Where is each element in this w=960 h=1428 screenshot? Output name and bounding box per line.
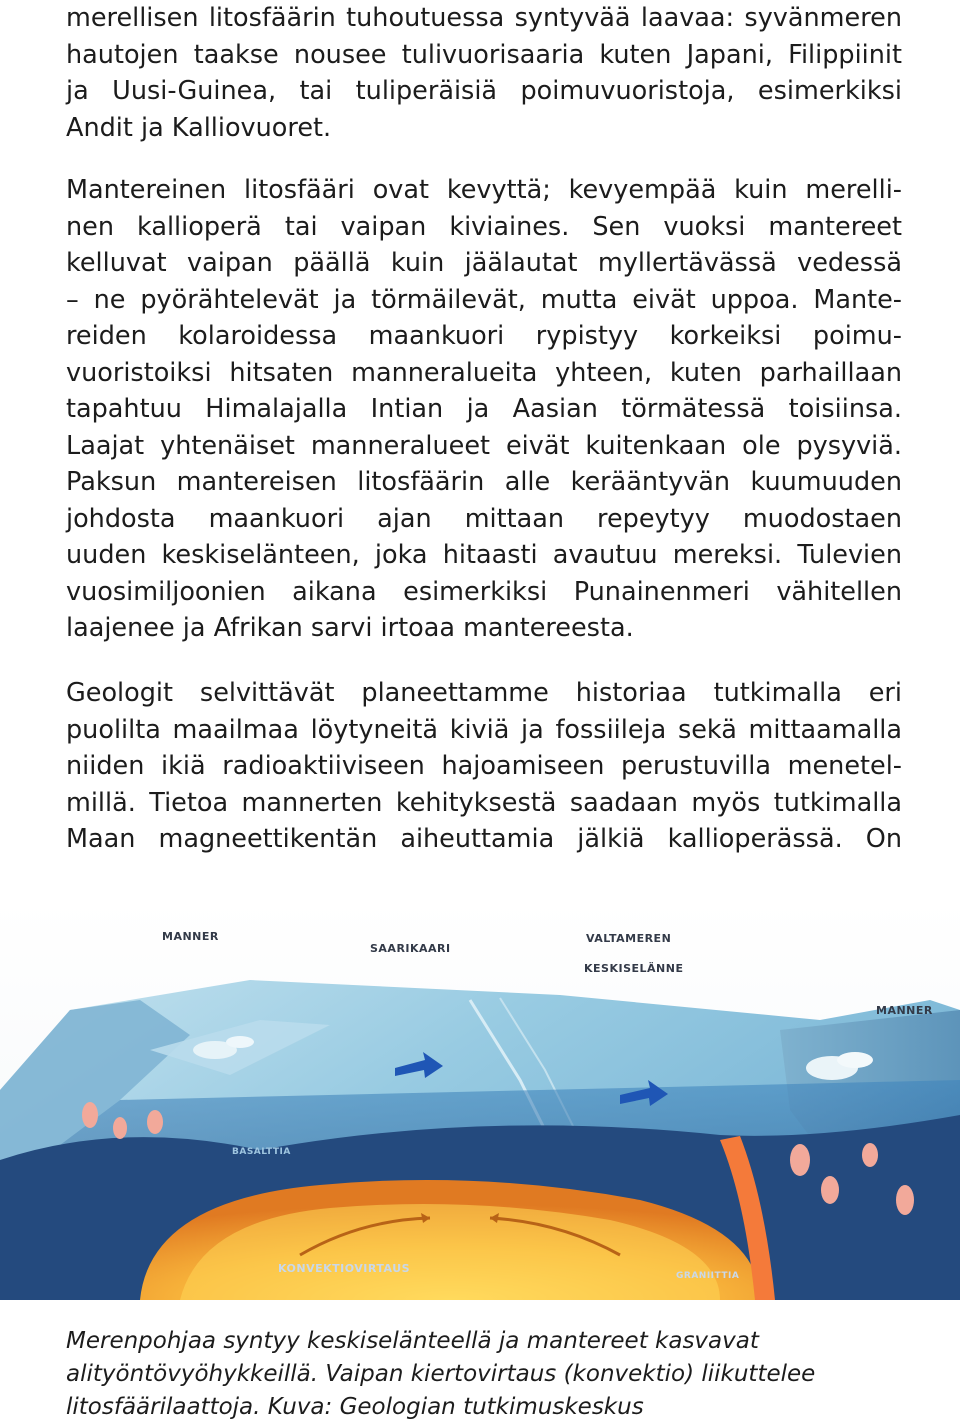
plate-tectonics-diagram [0,900,960,1300]
text-line: tapahtuu Himalajalla Intian ja Aasian törmätessä toisiinsa. [66,394,902,424]
text-line: merellisen litosfäärin tuhoutuessa syntyvää laavaa: syvänmeren [66,3,902,33]
text-line: Geologit selvittävät planeettamme historiaa tutkimalla eri [66,678,902,708]
label-convection: KONVEKTIOVIRTAUS [278,1262,411,1275]
text-line: ja Uusi-Guinea, tai tuliperäisiä poimuvuoristoja, esimerkiksi [66,76,902,106]
text-line: millä. Tietoa mannerten kehityksestä saadaan myös tutkimalla [66,787,902,818]
granite-blob [821,1176,839,1204]
granite-blob [790,1144,810,1176]
volcano-cloud [226,1036,254,1048]
granite-blob [147,1110,163,1134]
text-line: Andit ja Kalliovuoret. [66,112,332,143]
text-line: laajenee ja Afrikan sarvi irtoaa mantereesta. [66,613,634,643]
text-line: niiden ikiä radioaktiiviseen hajoamiseen perustuvilla menetel- [66,751,902,781]
figure-caption [66,1325,926,1424]
text-line: Mantereinen litosfääri ovat kevyttä; kevyempää kuin merelli- [66,175,902,205]
granite-blob [896,1185,914,1215]
granite-blob [862,1143,878,1167]
caption-line: Merenpohjaa syntyy keskiselänteellä ja mantereet kasvavat [66,1328,759,1354]
label-mainland-left: MANNER [162,930,219,943]
text-line: puolilta maailmaa löytyneitä kiviä ja fossiileja sekä mittaamalla [66,714,902,745]
label-ridge-line2: KESKISELÄNNE [584,962,684,975]
caption-line: alityöntövyöhykkeillä. Vaipan kiertovirtaus (konvektio) liikuttelee [66,1361,816,1387]
paragraph-continental-lithosphere [66,172,902,647]
text-line: johdosta maankuori ajan mittaan repeytyy muodostaen [66,503,902,534]
label-basalt: BASALTTIA [232,1147,291,1157]
text-line: nen kallioperä tai vaipan kiviaines. Sen vuoksi mantereet [66,211,902,242]
label-mainland-right: MANNER [876,1004,933,1017]
text-line: hautojen taakse nousee tulivuorisaaria kuten Japani, Filippiinit [66,39,902,70]
text-line: Laajat yhtenäiset manneralueet eivät kuitenkaan ole pysyviä. [66,430,902,461]
label-island-arc: SAARIKAARI [370,942,451,955]
volcano-cloud [837,1052,873,1068]
text-line: vuoristoiksi hitsaten manneralueita yhteen, kuten parhaillaan [66,357,902,388]
paragraph-lava [66,0,902,146]
text-line: Paksun mantereisen litosfäärin alle kerääntyvän kuumuuden [66,467,902,497]
granite-blob [113,1117,127,1139]
text-line: Maan magneettikentän aiheuttamia jälkiä kallioperässä. On [66,824,902,854]
text-line: uuden keskiselänteen, joka hitaasti avautuu mereksi. Tulevien [66,540,902,570]
text-line: vuosimiljoonien aikana esimerkiksi Punainenmeri vähitellen [66,576,902,607]
plate-tectonics-illustration [0,900,960,1300]
paragraph-geologists [66,675,902,858]
label-granite: GRANIITTIA [676,1271,740,1281]
text-line: kelluvat vaipan päällä kuin jäälautat myllertävässä vedessä [66,248,902,278]
label-ridge-line1: VALTAMEREN [586,932,672,945]
caption-line: litosfäärilaattoja. Kuva: Geologian tutkimuskeskus [66,1394,644,1420]
text-line: – ne pyörähtelevät ja törmäilevät, mutta eivät uppoa. Mante- [66,284,902,315]
text-line: reiden kolaroidessa maankuori rypistyy korkeiksi poimu- [66,321,902,351]
granite-blob [82,1102,98,1128]
